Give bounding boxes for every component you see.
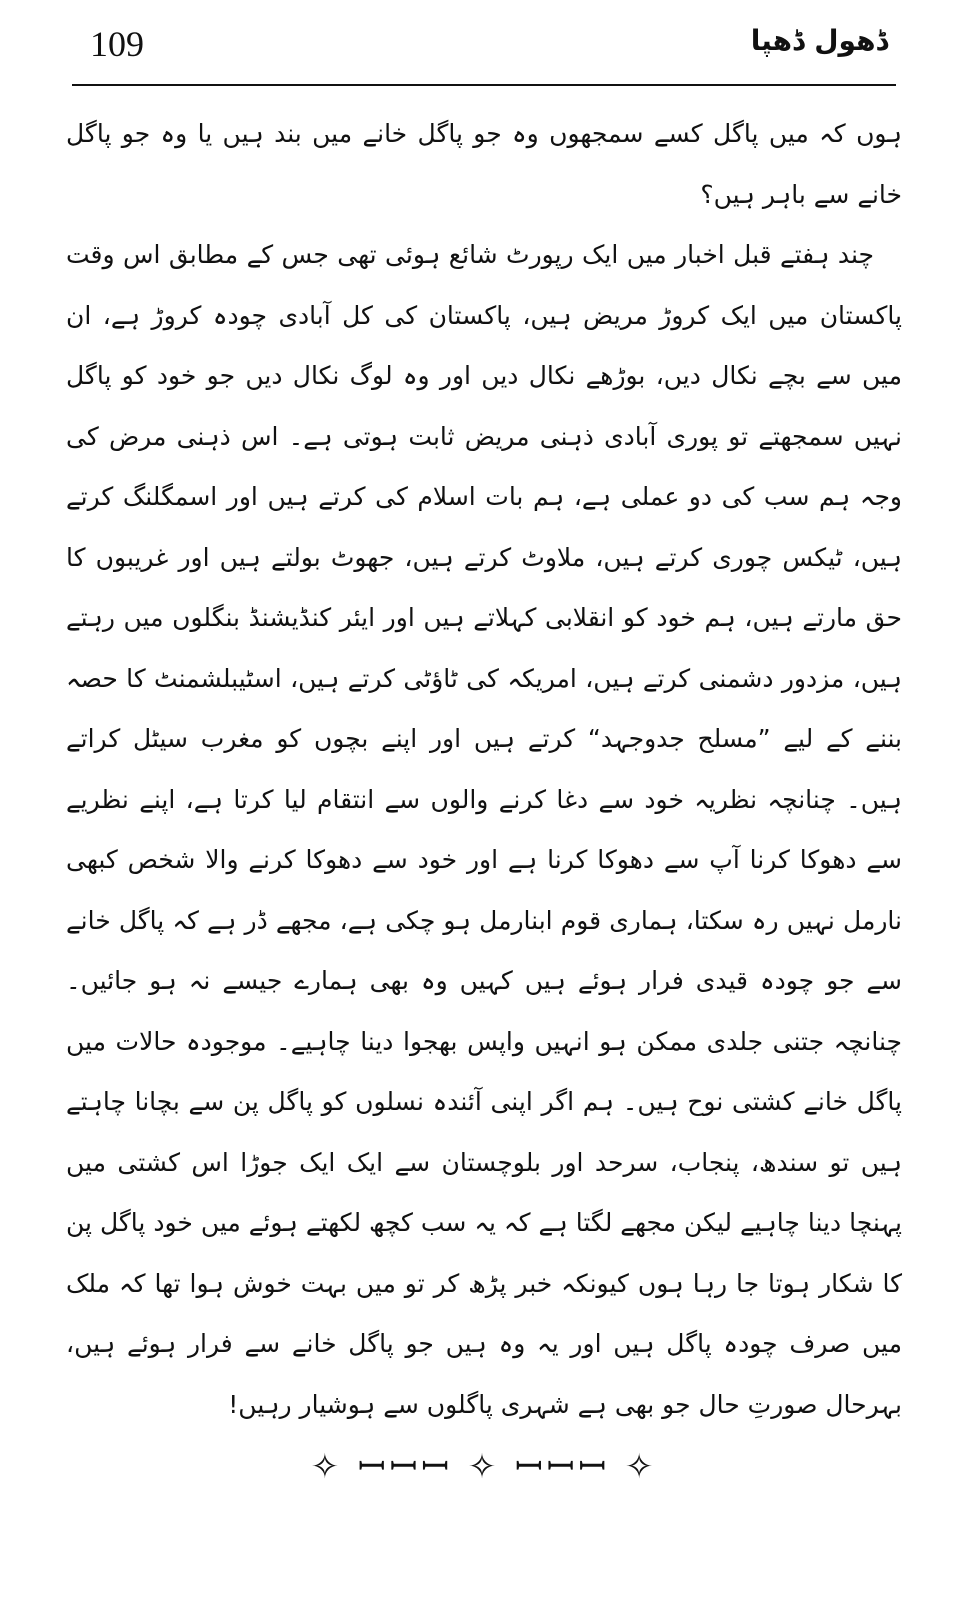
paragraph-2: چند ہفتے قبل اخبار میں ایک رپورٹ شائع ہوئی تھی جس کے مطابق اس وقت پاکستان میں ایک کروڑ مریض ہیں، پاکستان کی کل آبادی چودہ کروڑ ہے، ان میں سے بچے نکال دیں، بوڑھے نکال دیں اور وہ لوگ نکال دیں جو خود کو پاگل نہیں سمجھتے تو پوری آبادی ذہنی مریض ثابت ہوتی ہے۔ اس ذہنی مرض کی وجہ ہم سب کی دو عملی ہے، ہم بات اسلام کی کرتے ہیں اور اسمگلنگ کرتے ہیں، ٹیکس چوری کرتے ہیں، ملاوٹ کرتے ہیں، جھوٹ بولتے ہیں اور غریبوں کا حق مارتے ہیں، ہم خود کو انقلابی کہلاتے ہیں اور ایئر کنڈیشنڈ بنگلوں میں رہتے ہیں، مزدور دشمنی کرتے ہیں، امریکہ کی ٹاؤٹی کرتے ہیں، اسٹیبلشمنٹ کا حصہ بننے کے لیے ”مسلح جدوجہد“ کرتے ہیں اور اپنے بچوں کو مغرب سیٹل کراتے ہیں۔ چنانچہ نظریہ خود سے دغا کرنے والوں سے انتقام لیا کرتا ہے، اپنے نظریے سے دھوکا کرنا آپ سے دھوکا کرنا ہے اور خود سے دھوکا کرنے والا شخص کبھی نارمل نہیں رہ سکتا، ہماری قوم ابنارمل ہو چکی ہے، مجھے ڈر ہے کہ پاگل خانے سے جو چودہ قیدی فرار ہوئے ہیں کہیں وہ بھی ہمارے جیسے نہ ہو جائیں۔ چنانچہ جتنی جلدی ممکن ہو انہیں واپس بھجوا دینا چاہیے۔ موجودہ حالات میں پاگل خانے کشتی نوح ہیں۔ ہم اگر اپنی آئندہ نسلوں کو پاگل پن سے بچانا چاہتے ہیں تو سندھ، پنجاب، سرحد اور بلوچستان سے ایک ایک جوڑا اس کشتی میں پہنچا دینا چاہیے لیکن مجھے لگتا ہے کہ یہ سب کچھ لکھتے ہوئے میں خود پاگل پن کا شکار ہوتا جا رہا ہوں کیونکہ خبر پڑھ کر تو میں بہت خوش ہوا تھا کہ ملک میں صرف چودہ پاگل ہیں اور یہ وہ ہیں جو پاگل خانے سے فرار ہوئے ہیں، بہرحال صورتِ حال جو بھی ہے شہری پاگلوں سے ہوشیار رہیں! — [66, 240, 902, 1419]
header-rule — [72, 84, 896, 86]
ornament-glyphs: ✧ ꟷꟷꟷ ✧ ꟷꟷꟷ ✧ — [310, 1447, 658, 1487]
end-ornament — [0, 1442, 968, 1488]
page-number: 109 — [90, 24, 144, 64]
body-text — [66, 104, 902, 1435]
running-title: ڈھول ڈھپا — [750, 24, 888, 57]
page-header — [70, 14, 898, 74]
paragraph-1: ہوں کہ میں پاگل کسے سمجھوں وہ جو پاگل خانے میں بند ہیں یا وہ جو پاگل خانے سے باہر ہیں؟ — [66, 119, 902, 209]
